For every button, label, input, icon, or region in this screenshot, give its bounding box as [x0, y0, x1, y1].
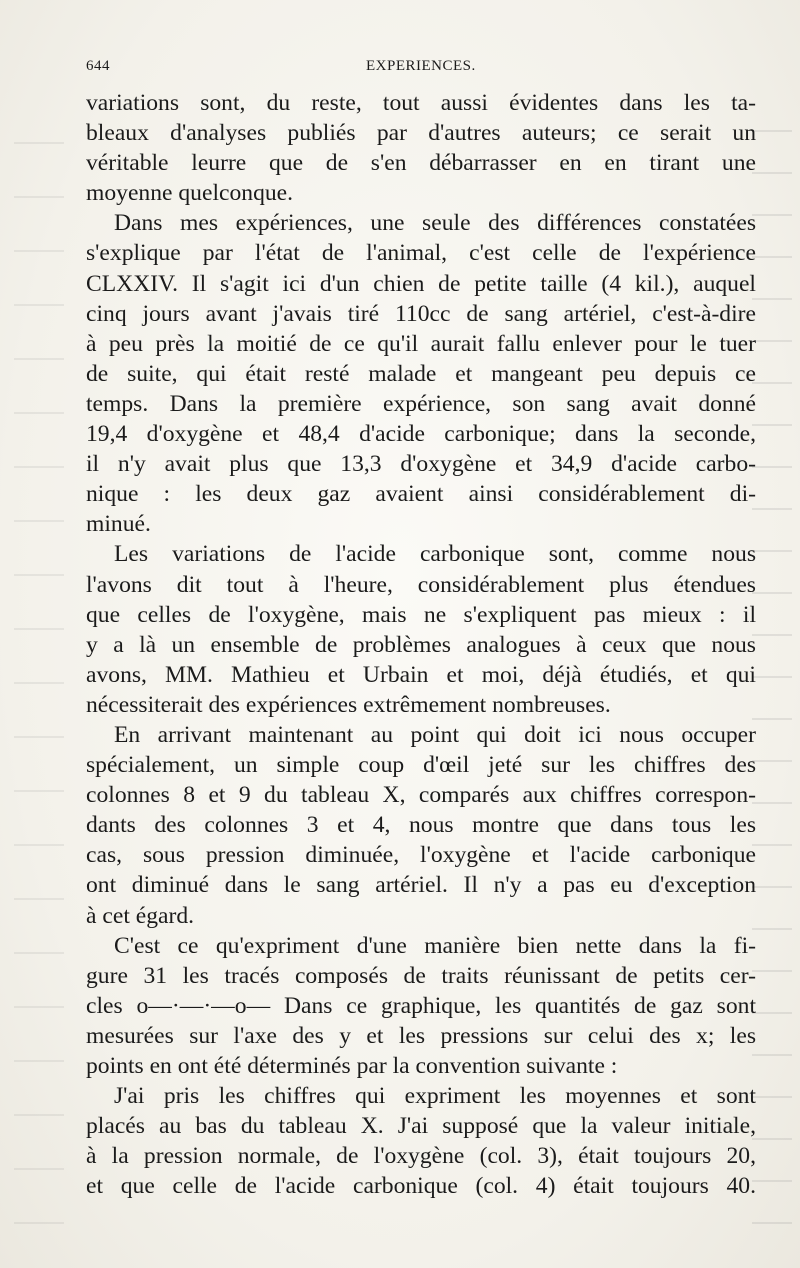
text-line: spécialement, un simple coup d'œil jeté sur les chiffres des — [86, 752, 756, 779]
text-line: gure 31 les tracés composés de traits réunissant de petits cer- — [86, 962, 756, 989]
bleed-through-right — [752, 90, 792, 1230]
text-line: CLXXIV. Il s'agit ici d'un chien de petite taille (4 kil.), auquel — [86, 270, 756, 297]
body-text — [86, 88, 756, 1201]
text-line: 19,4 d'oxygène et 48,4 d'acide carbonique; dans la seconde, — [86, 421, 756, 448]
text-line: En arrivant maintenant au point qui doit ici nous occuper — [114, 721, 756, 748]
text-line: colonnes 8 et 9 du tableau X, comparés aux chiffres correspon- — [86, 782, 756, 809]
page-number: 644 — [86, 58, 110, 74]
text-line: que celles de l'oxygène, mais ne s'expliquent pas mieux : il — [86, 601, 756, 628]
text-line: points en ont été déterminés par la convention suivante : — [86, 1053, 618, 1079]
text-line: temps. Dans la première expérience, son sang avait donné — [86, 390, 756, 417]
page-header — [86, 58, 756, 82]
text-line: nécessiterait des expériences extrêmement nombreuses. — [86, 691, 611, 718]
text-line: bleaux d'analyses publiés par d'autres auteurs; ce serait un — [86, 120, 756, 147]
text-line: y a là un ensemble de problèmes analogues à ceux que nous — [86, 631, 756, 658]
text-line: ont diminué dans le sang artériel. Il n'y a pas eu d'exception — [86, 872, 756, 899]
running-title: EXPERIENCES. — [366, 58, 476, 74]
text-line: à la pression normale, de l'oxygène (col. 3), était toujours 20, — [86, 1143, 756, 1170]
text-line: l'avons dit tout à l'heure, considérablement plus étendues — [86, 571, 756, 598]
text-line: nique : les deux gaz avaient ainsi considérablement di- — [86, 481, 756, 508]
text-line: C'est ce qu'expriment d'une manière bien nette dans la fi- — [114, 932, 756, 959]
text-line: variations sont, du reste, tout aussi évidentes dans les ta- — [86, 90, 756, 116]
text-line: minué. — [86, 511, 151, 538]
text-line: s'explique par l'état de l'animal, c'est celle de l'expérience — [86, 240, 756, 267]
text-line: placés au bas du tableau X. J'ai supposé que la valeur initiale, — [86, 1113, 756, 1140]
text-line: et que celle de l'acide carbonique (col. 4) était toujours 40. — [86, 1173, 756, 1200]
text-line: il n'y avait plus que 13,3 d'oxygène et 34,9 d'acide carbo- — [86, 451, 756, 478]
text-line: cas, sous pression diminuée, l'oxygène et l'acide carbonique — [86, 842, 756, 869]
text-line: cinq jours avant j'avais tiré 110cc de sang artériel, c'est-à-dire — [86, 300, 756, 327]
text-line: de suite, qui était resté malade et mangeant peu depuis ce — [86, 360, 756, 387]
bleed-through-left — [14, 90, 64, 1230]
text-line: dants des colonnes 3 et 4, nous montre que dans tous les — [86, 812, 756, 839]
text-line: Dans mes expériences, une seule des différences constatées — [114, 210, 756, 237]
text-line: Les variations de l'acide carbonique sont, comme nous — [114, 541, 756, 568]
text-line: avons, MM. Mathieu et Urbain et moi, déjà étudiés, et qui — [86, 661, 756, 688]
text-line: cles o—·—·—o— Dans ce graphique, les quantités de gaz sont — [86, 992, 756, 1019]
text-line: à peu près la moitié de ce qu'il aurait fallu enlever pour le tuer — [86, 330, 756, 357]
text-line: à cet égard. — [86, 902, 195, 929]
text-line: véritable leurre que de s'en débarrasser en en tirant une — [86, 150, 756, 177]
text-line: J'ai pris les chiffres qui expriment les moyennes et sont — [114, 1083, 756, 1110]
text-line: moyenne quelconque. — [86, 180, 294, 207]
text-line: mesurées sur l'axe des y et les pressions sur celui des x; les — [86, 1022, 756, 1049]
